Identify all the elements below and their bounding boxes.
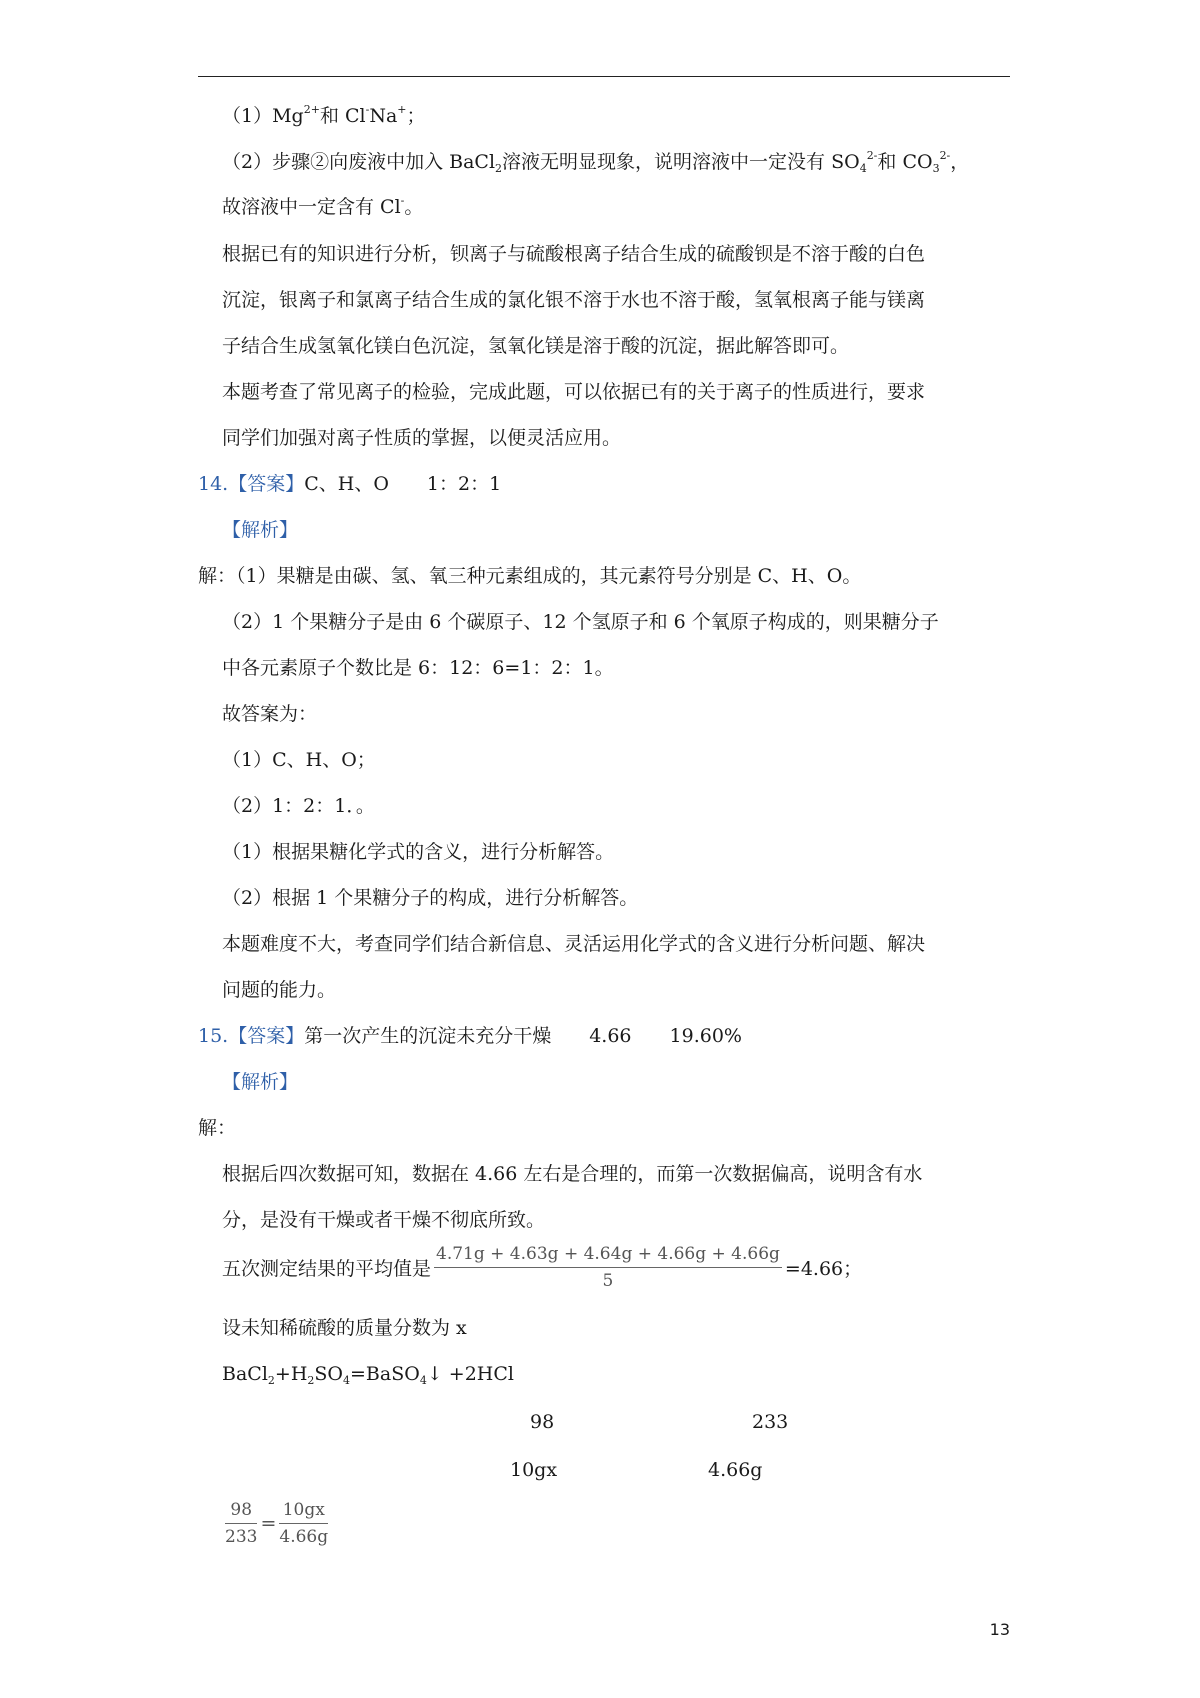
analysis-label: 【解析】 [222,1071,299,1093]
text-line: （2）根据 1 个果糖分子的构成，进行分析解答。 [222,887,639,909]
ratio-fraction-right: $\frac{10gx}{4.66g}$ [279,1500,329,1547]
question-15-answer: 15.【答案】第一次产生的沉淀未充分干燥 4.66 19.60% [198,1025,742,1047]
text-line: （2）步骤②向废液中加入 BaCl$_2$溶液无明显现象，说明溶液中一定没有 $SO_4^{2-}$和 $CO_3^{2-}$， [222,149,970,175]
text-line: 根据后四次数据可知，数据在 4.66 左右是合理的，而第一次数据偏高，说明含有水 [222,1163,923,1185]
text-line: 设未知稀硫酸的质量分数为 x [222,1317,467,1339]
proportion-formula: $\frac{98}{233}$ = $\frac{10gx}{4.66g}$ [225,1500,329,1547]
text-line: 故溶液中一定含有 Cl-。 [222,194,424,218]
header-rule [198,76,1010,77]
page-number: 13 [989,1620,1010,1639]
text-line: （2）1：2：1．。 [222,795,375,817]
text-line: 同学们加强对离子性质的掌握，以便灵活应用。 [222,427,622,449]
text-line: （2）1 个果糖分子是由 6 个碳原子、12 个氢原子和 6 个氧原子构成的，则果糖分子 [222,611,939,633]
analysis-label: 【解析】 [222,519,299,541]
text-line: 解：（1）果糖是由碳、氢、氧三种元素组成的，其元素符号分别是 C、H、O。 [198,565,862,587]
text-line: （1）C、H、O； [222,749,376,771]
question-14-answer: 14.【答案】C、H、O 1：2：1 [198,473,502,495]
text-line: 分，是没有干燥或者干燥不彻底所致。 [222,1209,546,1231]
text-line: 本题考查了常见离子的检验，完成此题，可以依据已有的关于离子的性质进行，要求 [222,381,926,403]
text-line: 本题难度不大，考查同学们结合新信息、灵活运用化学式的含义进行分析问题、解决 [222,933,926,955]
text-line: 中各元素原子个数比是 6：12：6=1：2：1。 [222,657,614,679]
text-line: 沉淀，银离子和氯离子结合生成的氯化银不溶于水也不溶于酸，氢氧根离子能与镁离 [222,289,926,311]
text-line: 解： [198,1117,237,1139]
average-fraction: $\frac{4.71g + 4.63g + 4.64g + 4.66g + 4.66g}{5}$ [436,1244,780,1291]
chemical-equation: $BaCl_2+H_2SO_4=BaSO_4↓ +2HCl$ [222,1363,514,1387]
text-line: 问题的能力。 [222,979,337,1001]
mass-baso4: 4.66g [708,1459,763,1481]
ratio-fraction-left: $\frac{98}{233}$ [225,1500,258,1547]
molar-mass-baso4: 233 [752,1411,789,1433]
text-line: 子结合生成氢氧化镁白色沉淀，氢氧化镁是溶于酸的沉淀，据此解答即可。 [222,335,850,357]
molar-mass-h2so4: 98 [530,1411,555,1433]
text-line: （1）根据果糖化学式的含义，进行分析解答。 [222,841,615,863]
text-line: $(1)Mg^{2+}$和 Cl-Na+； [222,103,426,127]
average-formula: 五次测定结果的平均值是 $\frac{4.71g + 4.63g + 4.64g + 4.66g + 4.66g}{5}$ =4.66； [222,1244,863,1291]
answer-label: 14.【答案】 [198,473,305,495]
mass-h2so4: 10gx [510,1459,558,1481]
text-line: 故答案为： [222,703,318,725]
text-line: 根据已有的知识进行分析，钡离子与硫酸根离子结合生成的硫酸钡是不溶于酸的白色 [222,243,926,265]
answer-label: 15.【答案】 [198,1025,305,1047]
